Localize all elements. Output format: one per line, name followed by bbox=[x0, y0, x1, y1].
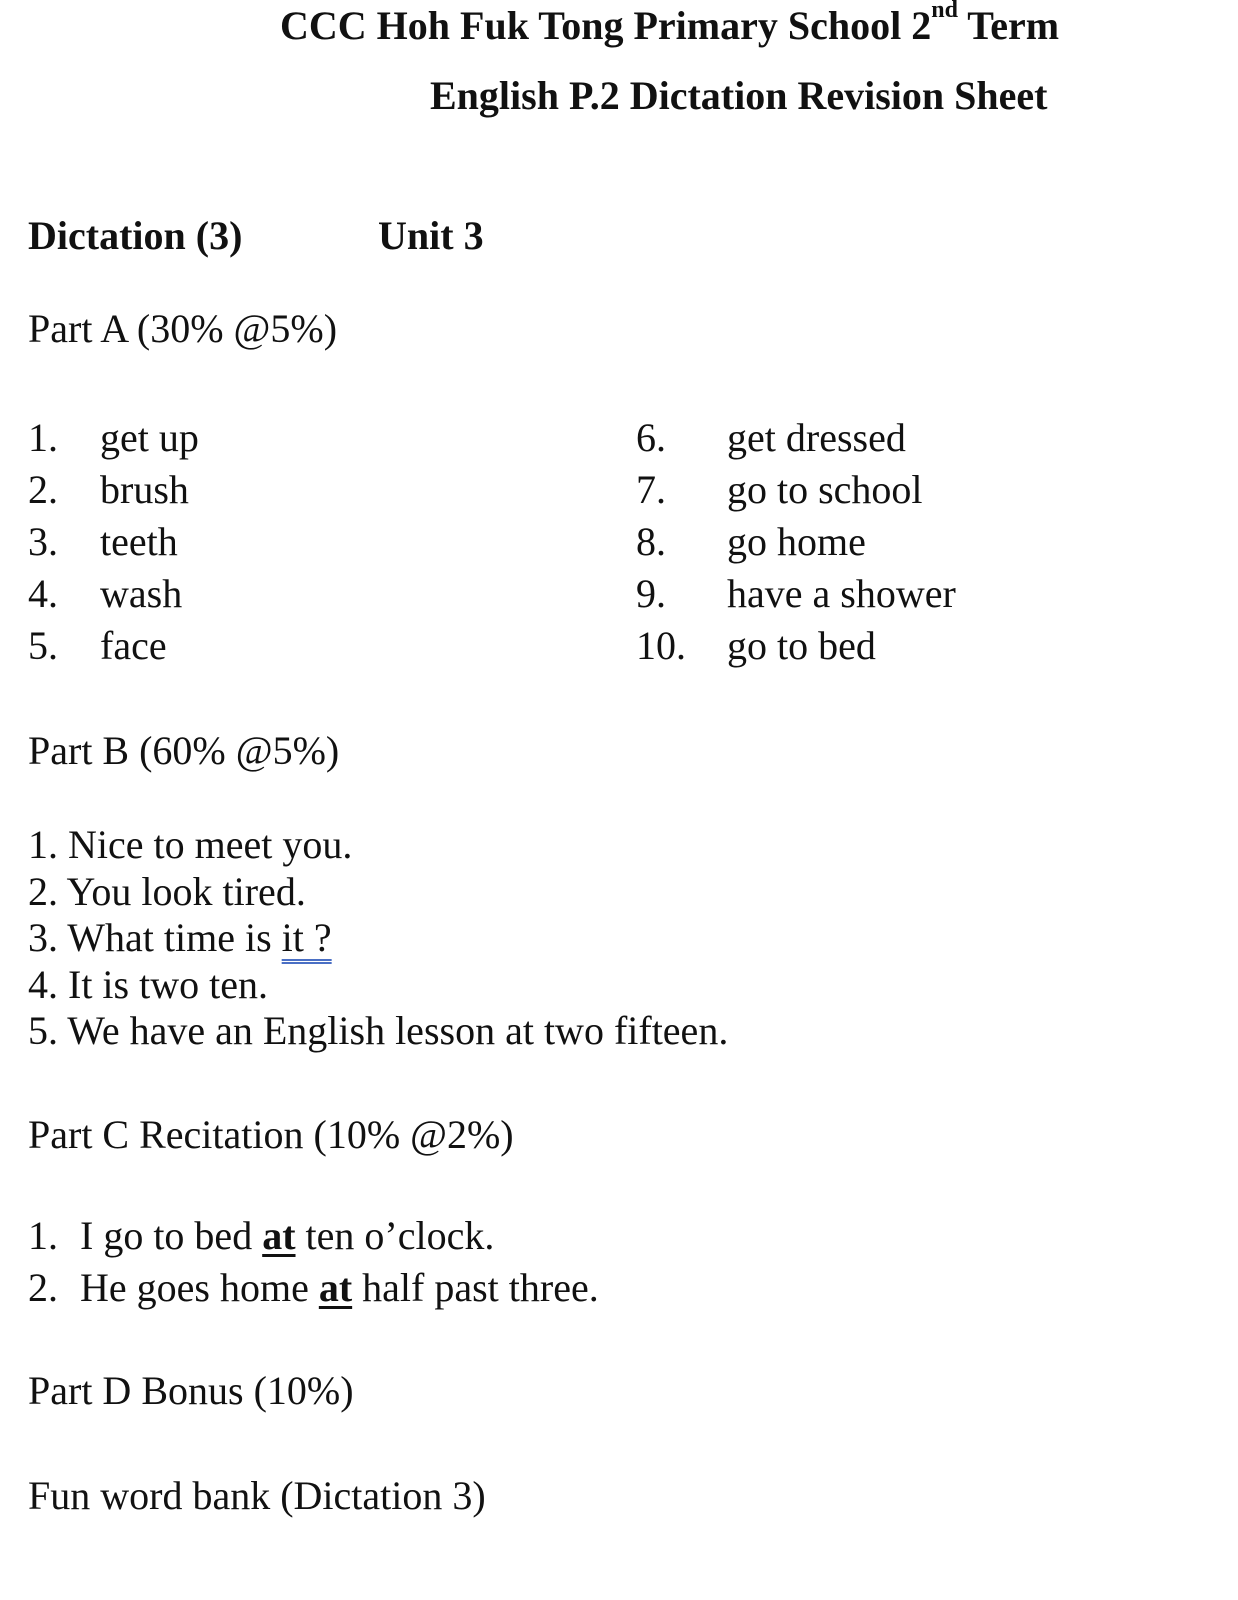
title-main: CCC Hoh Fuk Tong Primary School 2 bbox=[280, 3, 932, 48]
part-b-sentences bbox=[28, 822, 728, 1055]
part-d-heading: Part D Bonus (10%) bbox=[28, 1368, 354, 1413]
recitation-text: ten o’clock. bbox=[295, 1213, 495, 1258]
item-number: 3. bbox=[28, 519, 58, 564]
list-item bbox=[28, 568, 199, 620]
item-number: 10. bbox=[636, 623, 686, 668]
list-item bbox=[636, 412, 956, 464]
item-text: get dressed bbox=[727, 415, 906, 460]
part-c-heading: Part C Recitation (10% @2%) bbox=[28, 1112, 514, 1157]
sentence-1: 1. Nice to meet you. bbox=[28, 822, 353, 867]
title-end: Term bbox=[957, 3, 1060, 48]
item-text: go to school bbox=[727, 467, 923, 512]
item-number: 6. bbox=[636, 415, 666, 460]
recitation-text: He goes home bbox=[80, 1265, 319, 1310]
part-a-right-list bbox=[636, 412, 956, 672]
part-c-recitation bbox=[28, 1210, 599, 1314]
list-item bbox=[636, 516, 956, 568]
part-b-heading: Part B (60% @5%) bbox=[28, 728, 340, 773]
item-text: go to bed bbox=[727, 623, 876, 668]
item-number: 7. bbox=[636, 467, 666, 512]
list-item bbox=[636, 620, 956, 672]
list-item bbox=[28, 516, 199, 568]
unit-label: Unit 3 bbox=[378, 213, 484, 258]
title-superscript: nd bbox=[931, 0, 958, 23]
item-text: teeth bbox=[100, 519, 178, 564]
recitation-2 bbox=[28, 1262, 599, 1314]
part-a-heading: Part A (30% @5%) bbox=[28, 306, 338, 351]
sentence-2: 2. You look tired. bbox=[28, 868, 306, 914]
recitation-1 bbox=[28, 1210, 599, 1262]
list-item bbox=[636, 464, 956, 516]
list-item bbox=[636, 568, 956, 620]
item-text: face bbox=[100, 623, 167, 668]
item-number: 5. bbox=[28, 623, 58, 668]
sentence-5: 5. We have an English lesson at two fifteen. bbox=[28, 1008, 729, 1053]
item-number: 2. bbox=[28, 1265, 58, 1310]
page-subtitle: English P.2 Dictation Revision Sheet bbox=[430, 73, 1048, 118]
recitation-text: half past three. bbox=[352, 1265, 599, 1310]
item-number: 8. bbox=[636, 519, 666, 564]
dictation-label: Dictation (3) bbox=[28, 213, 243, 258]
list-item bbox=[28, 464, 199, 516]
item-number: 4. bbox=[28, 571, 58, 616]
sentence-3-flagged-text: it ? bbox=[281, 915, 332, 960]
item-text: have a shower bbox=[727, 571, 956, 616]
sentence-4: 4. It is two ten. bbox=[28, 961, 268, 1007]
recitation-text: I go to bed bbox=[80, 1213, 263, 1258]
item-number: 9. bbox=[636, 571, 666, 616]
emphasis-word: at bbox=[318, 1265, 353, 1310]
item-text: brush bbox=[100, 467, 189, 512]
emphasis-word: at bbox=[262, 1213, 296, 1258]
page-title bbox=[280, 2, 1059, 50]
item-number: 1. bbox=[28, 1213, 58, 1258]
item-text: get up bbox=[100, 415, 199, 460]
sentence-3-text: 3. What time is bbox=[28, 915, 282, 960]
item-text: go home bbox=[727, 519, 866, 564]
list-item bbox=[28, 412, 199, 464]
list-item bbox=[28, 620, 199, 672]
item-number: 1. bbox=[28, 415, 58, 460]
item-number: 2. bbox=[28, 467, 58, 512]
word-bank-heading: Fun word bank (Dictation 3) bbox=[28, 1473, 486, 1518]
part-a-left-list bbox=[28, 412, 199, 672]
item-text: wash bbox=[100, 571, 183, 616]
sentence-3 bbox=[28, 915, 728, 962]
